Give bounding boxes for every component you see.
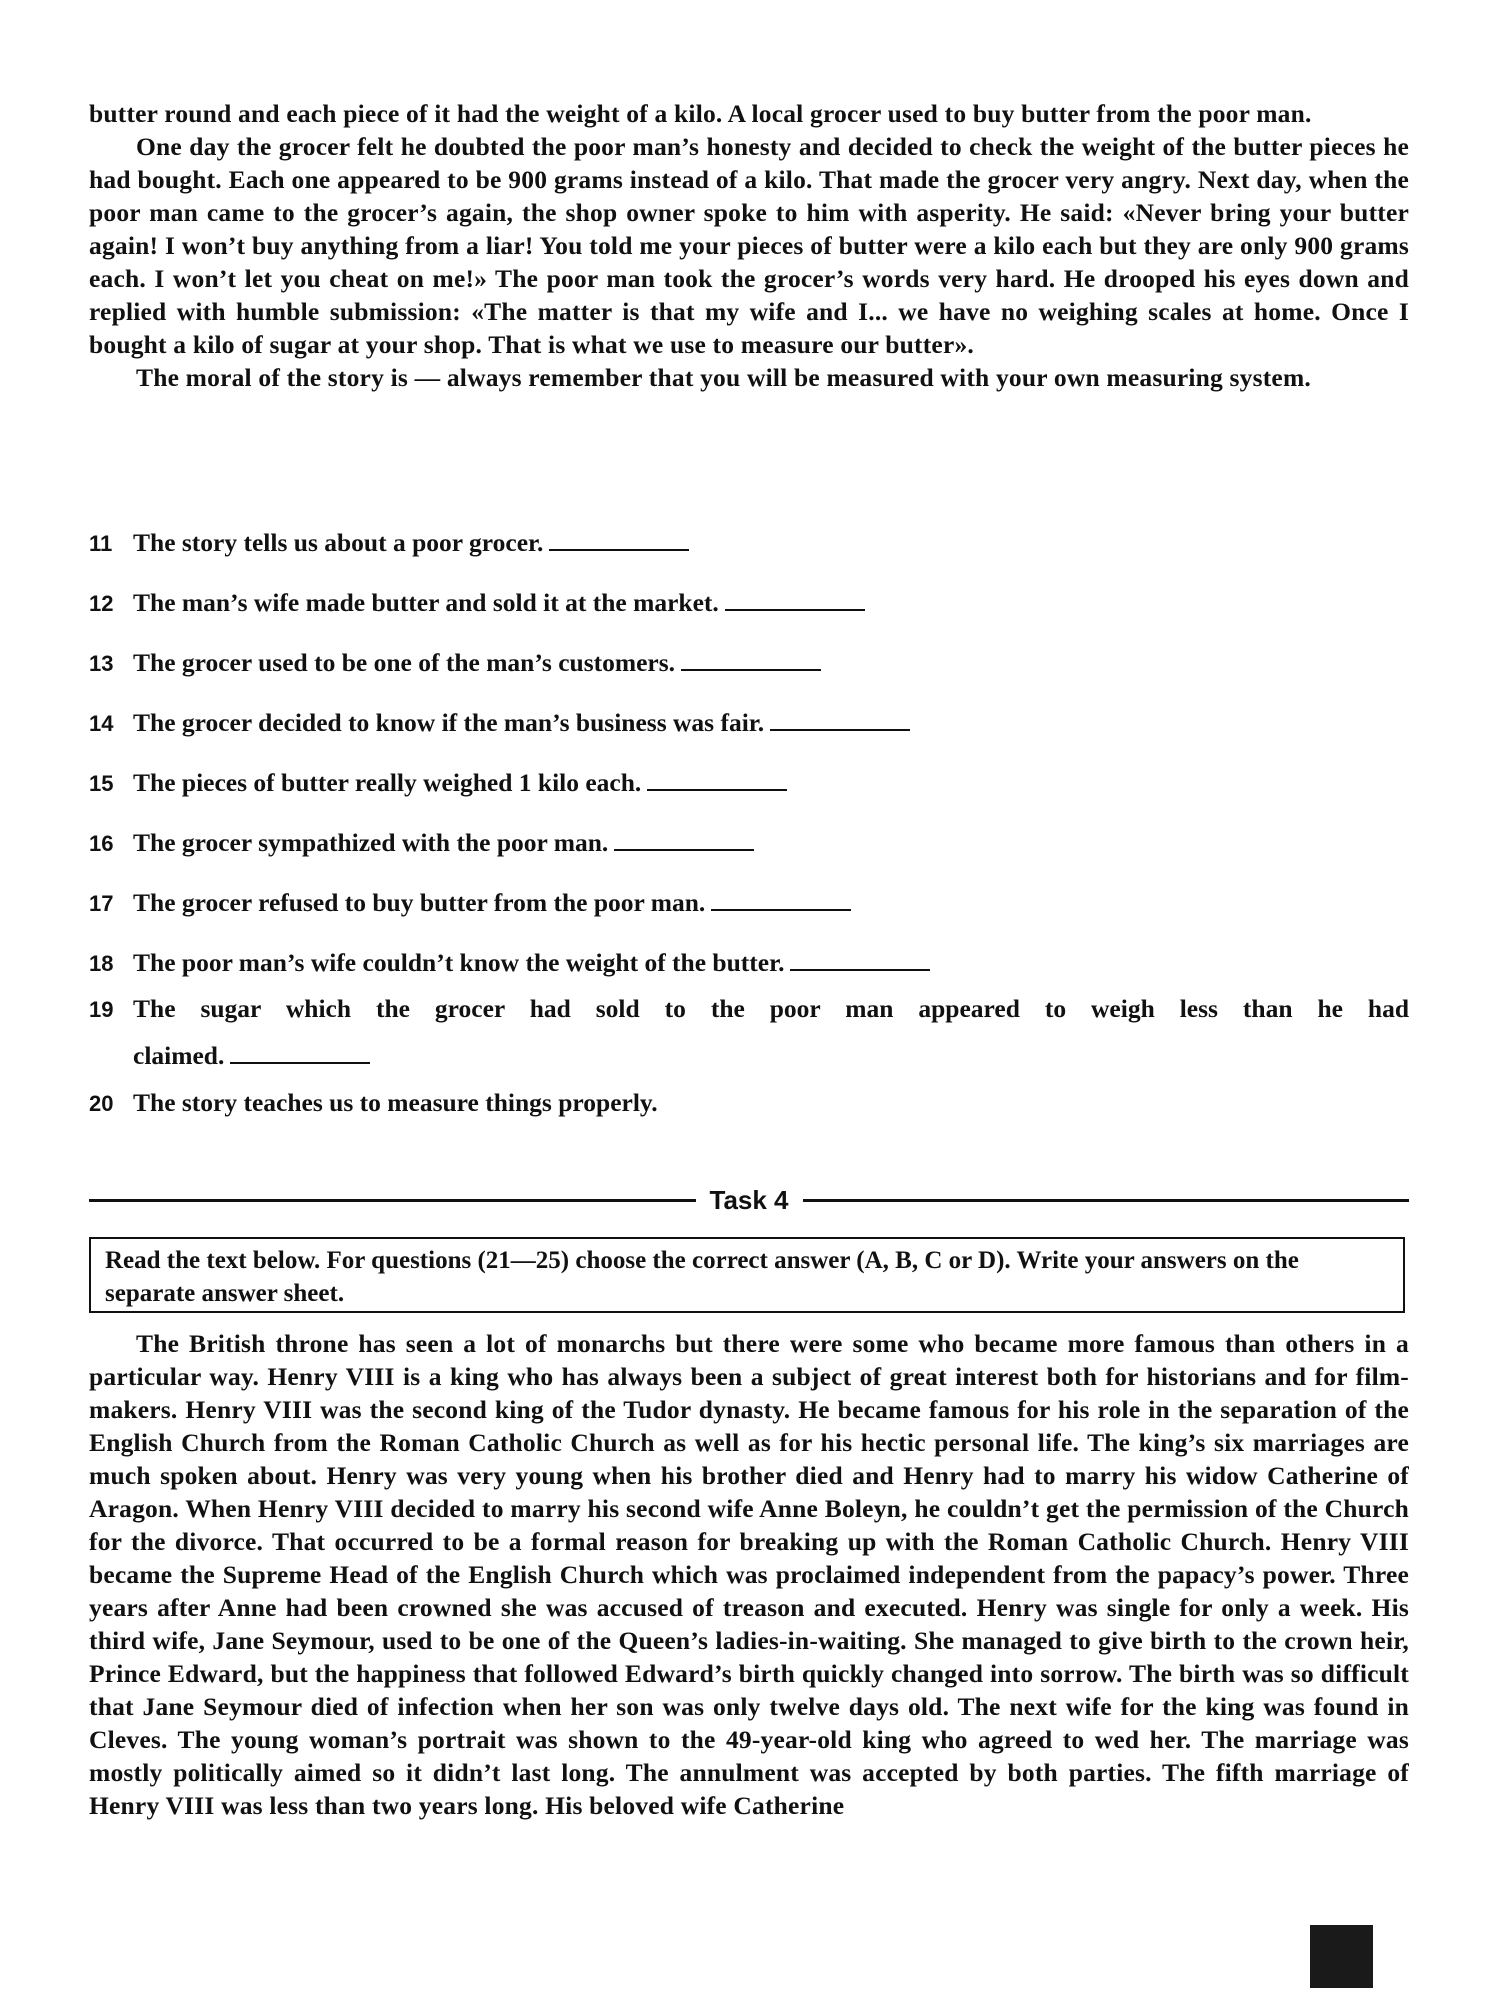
- question-15: [89, 766, 1409, 800]
- question-text: The man’s wife made butter and sold it at the market.: [133, 588, 719, 617]
- question-number: 17: [89, 891, 114, 916]
- story-text: [89, 97, 1409, 394]
- divider: [89, 1199, 696, 1202]
- story-paragraph: butter round and each piece of it had the weight of a kilo. A local grocer used to buy butter from the poor man.: [89, 99, 1312, 128]
- question-11: [89, 526, 1409, 560]
- answer-blank[interactable]: [230, 1040, 370, 1064]
- question-18: [89, 946, 1409, 980]
- question-13: [89, 646, 1409, 680]
- reading-paragraph: The British throne has seen a lot of monarchs but there were some who became more famous than others in a particular way. Henry VIII is a king who has always been a subject of great interest both for historians and for film-makers. Henry VIII was the second king of the Tudor dynasty. He became famous for his role in the separation of the English Church from the Roman Catholic Church as well as for his hectic personal life. The king’s six marriages are much spoken about. Henry was very young when his brother died and Henry had to marry his widow Catherine of Aragon. When Henry VIII decided to marry his second wife Anne Boleyn, he couldn’t get the permission of the Church for the divorce. That occurred to be a formal reason for breaking up with the Roman Catholic Church. Henry VIII became the Supreme Head of the English Church which was proclaimed independent from the papacy’s power. Three years after Anne had been crowned she was accused of treason and executed. Henry was single for only a week. His third wife, Jane Seymour, used to be one of the Queen’s ladies-in-waiting. She managed to give birth to the crown heir, Prince Edward, but the happiness that followed Edward’s birth quickly changed into sorrow. The birth was so difficult that Jane Seymour died of infection when her son was only twelve days old. The next wife for the king was found in Cleves. The young woman’s portrait was shown to the 49-year-old king who agreed to wed her. The marriage was mostly politically aimed so it didn’t last long. The annulment was accepted by both parties. The fifth marriage of Henry VIII was less than two years long. His beloved wife Catherine: [89, 1329, 1409, 1820]
- story-paragraph: One day the grocer felt he doubted the poor man’s honesty and decided to check the weight of the butter pieces he had bought. Each one appeared to be 900 grams instead of a kilo. That made the grocer very angry. Next day, when the poor man came to the grocer’s again, the shop owner spoke to him with asperity. He said: «Never bring your butter again! I won’t buy anything from a liar! You told me your pieces of butter were a kilo each but they are only 900 grams each. I won’t let you cheat on me!» The poor man took the grocer’s words very hard. He drooped his eyes down and replied with humble submission: «The matter is that my wife and I... we have no weighing scales at home. Once I bought a kilo of sugar at your shop. That is what we use to measure our butter».: [89, 132, 1409, 359]
- question-17: [89, 886, 1409, 920]
- question-14: [89, 706, 1409, 740]
- question-text: The grocer refused to buy butter from the poor man.: [133, 888, 706, 917]
- answer-blank[interactable]: [647, 767, 787, 791]
- task-title: Task 4: [709, 1184, 789, 1215]
- question-number: 11: [89, 531, 113, 556]
- answer-blank[interactable]: [614, 827, 754, 851]
- question-number: 19: [89, 997, 114, 1022]
- answer-blank[interactable]: [549, 527, 689, 551]
- answer-blank[interactable]: [725, 587, 865, 611]
- question-text: The grocer used to be one of the man’s customers.: [133, 648, 676, 677]
- question-19: [89, 992, 1409, 1026]
- scan-marker: [1310, 1925, 1373, 1988]
- question-number: 20: [89, 1091, 114, 1116]
- question-text: The poor man’s wife couldn’t know the weight of the butter.: [133, 948, 785, 977]
- answer-blank[interactable]: [790, 947, 930, 971]
- answer-blank[interactable]: [770, 707, 910, 731]
- question-number: 16: [89, 831, 114, 856]
- instructions-box: Read the text below. For questions (21—25) choose the correct answer (A, B, C or D). Write your answers on the separate answer sheet.: [89, 1237, 1405, 1313]
- question-text: claimed.: [133, 1041, 225, 1070]
- question-20: [89, 1086, 1409, 1120]
- answer-blank[interactable]: [711, 887, 851, 911]
- question-number: 14: [89, 711, 114, 736]
- answer-blank[interactable]: [681, 647, 821, 671]
- question-number: 12: [89, 591, 114, 616]
- question-text: The sugar which the grocer had sold to the poor man appeared to weigh less than he had: [133, 994, 1409, 1023]
- story-paragraph: The moral of the story is — always remember that you will be measured with your own measuring system.: [136, 363, 1311, 392]
- question-12: [89, 586, 1409, 620]
- question-19-continued: [89, 1039, 1453, 1072]
- question-text: The pieces of butter really weighed 1 kilo each.: [133, 768, 642, 797]
- question-number: 13: [89, 651, 114, 676]
- question-number: 18: [89, 951, 114, 976]
- question-text: The story teaches us to measure things properly.: [133, 1088, 658, 1117]
- task4-text: [89, 1327, 1409, 1822]
- divider: [803, 1199, 1410, 1202]
- question-text: The grocer decided to know if the man’s business was fair.: [133, 708, 765, 737]
- task-header: [89, 1182, 1409, 1218]
- question-16: [89, 826, 1409, 860]
- question-text: The story tells us about a poor grocer.: [133, 528, 544, 557]
- question-text: The grocer sympathized with the poor man.: [133, 828, 609, 857]
- question-number: 15: [89, 771, 114, 796]
